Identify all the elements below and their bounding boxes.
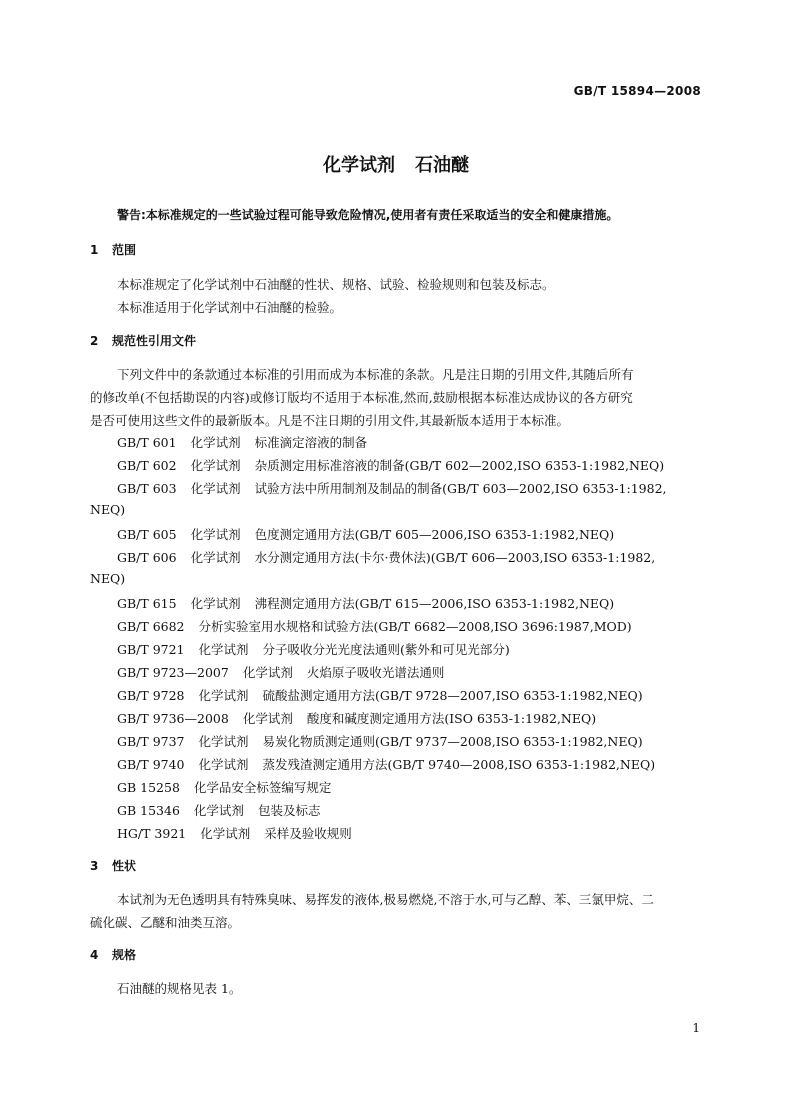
- reference-item: [117, 686, 643, 704]
- reference-category: 化学试剂: [190, 458, 241, 473]
- reference-item: [117, 663, 444, 681]
- reference-item: [117, 525, 614, 543]
- section-title: 范围: [112, 243, 137, 257]
- reference-title: 分子吸收分光光度法通则(紫外和可见光部分): [262, 642, 510, 657]
- reference-code: GB/T 9737: [117, 734, 185, 749]
- reference-code: GB/T 602: [117, 458, 177, 473]
- section-2-heading: [90, 332, 196, 349]
- section-2-intro-line-1: 下列文件中的条款通过本标准的引用而成为本标准的条款。凡是注日期的引用文件,其随后所有: [117, 367, 634, 382]
- reference-code: GB/T 615: [117, 596, 177, 611]
- reference-title: 硫酸盐测定通用方法(GB/T 9728—2007,ISO 6353-1:1982,NEQ): [262, 688, 643, 703]
- section-title: 性状: [112, 859, 137, 873]
- reference-category: 化学试剂: [193, 803, 244, 818]
- reference-code: GB/T 6682: [117, 619, 185, 634]
- reference-item: [117, 617, 632, 635]
- reference-code: GB/T 603: [117, 481, 177, 496]
- reference-category: 化学试剂: [190, 435, 241, 450]
- reference-item: [117, 732, 643, 750]
- reference-item: [117, 433, 367, 451]
- reference-continuation: NEQ): [90, 502, 126, 517]
- section-1-heading: [90, 241, 136, 258]
- reference-code: GB/T 605: [117, 527, 177, 542]
- reference-code: GB/T 9721: [117, 642, 185, 657]
- safety-warning: 警告:本标准规定的一些试验过程可能导致危险情况,使用者有责任采取适当的安全和健康措施。: [117, 208, 619, 222]
- section-1-paragraph-2: 本标准适用于化学试剂中石油醚的检验。: [117, 300, 343, 315]
- reference-title: 酸度和碱度测定通用方法(ISO 6353-1:1982,NEQ): [306, 711, 597, 726]
- reference-category: 化学试剂: [198, 642, 249, 657]
- reference-continuation: NEQ): [90, 571, 126, 586]
- reference-title: 火焰原子吸收光谱法通则: [306, 665, 445, 680]
- reference-category: 化学试剂: [190, 596, 241, 611]
- section-number: 1: [90, 243, 99, 257]
- reference-category: 化学试剂: [190, 481, 241, 496]
- reference-title: 杂质测定用标准溶液的制备(GB/T 602—2002,ISO 6353-1:1982,NEQ): [254, 458, 665, 473]
- reference-item: [117, 548, 655, 566]
- reference-title: 标准滴定溶液的制备: [254, 435, 368, 450]
- reference-item: [117, 778, 331, 796]
- reference-code: GB 15346: [117, 803, 180, 818]
- section-1-paragraph-1: 本标准规定了化学试剂中石油醚的性状、规格、试验、检验规则和包装及标志。: [117, 277, 555, 292]
- reference-item: [117, 709, 596, 727]
- reference-category: 化学品安全标签编写规定: [193, 780, 332, 795]
- reference-category: 分析实验室用水规格和试验方法(GB/T 6682—2008,ISO 3696:1987,MOD): [198, 619, 632, 634]
- reference-category: 化学试剂: [242, 665, 293, 680]
- reference-category: 化学试剂: [200, 826, 251, 841]
- reference-title: 水分测定通用方法(卡尔·费休法)(GB/T 606—2003,ISO 6353-1:1982,: [254, 550, 656, 565]
- reference-category: 化学试剂: [242, 711, 293, 726]
- reference-code: GB/T 9723—2007: [117, 665, 229, 680]
- section-4-heading: [90, 946, 136, 963]
- section-3-line-2: 硫化碳、乙醚和油类互溶。: [90, 915, 241, 930]
- reference-code: GB/T 9736—2008: [117, 711, 229, 726]
- reference-code: GB/T 606: [117, 550, 177, 565]
- reference-item: [117, 801, 320, 819]
- reference-title: 色度测定通用方法(GB/T 605—2006,ISO 6353-1:1982,NEQ): [254, 527, 615, 542]
- section-4-paragraph-1: 石油醚的规格见表 1。: [117, 981, 242, 996]
- reference-item: [117, 755, 655, 773]
- document-code: GB/T 15894—2008: [573, 84, 701, 98]
- reference-category: 化学试剂: [198, 757, 249, 772]
- reference-code: GB/T 9740: [117, 757, 185, 772]
- section-number: 3: [90, 859, 99, 873]
- reference-item: [117, 640, 510, 658]
- reference-code: GB/T 601: [117, 435, 177, 450]
- reference-title: 易炭化物质测定通则(GB/T 9737—2008,ISO 6353-1:1982,NEQ): [262, 734, 643, 749]
- reference-item: [117, 824, 352, 842]
- reference-category: 化学试剂: [190, 527, 241, 542]
- reference-category: 化学试剂: [198, 688, 249, 703]
- title-part-2: 石油醚: [415, 155, 469, 176]
- section-3-heading: [90, 857, 136, 874]
- reference-category: 化学试剂: [190, 550, 241, 565]
- section-3-line-1: 本试剂为无色透明具有特殊臭味、易挥发的液体,极易燃烧,不溶于水,可与乙醇、苯、三氯甲烷、二: [117, 892, 654, 907]
- reference-item: [117, 594, 614, 612]
- title-part-1: 化学试剂: [323, 155, 395, 176]
- reference-title: 蒸发残渣测定通用方法(GB/T 9740—2008,ISO 6353-1:1982,NEQ): [262, 757, 656, 772]
- reference-code: GB 15258: [117, 780, 180, 795]
- reference-item: [117, 456, 664, 474]
- reference-code: GB/T 9728: [117, 688, 185, 703]
- reference-title: 沸程测定通用方法(GB/T 615—2006,ISO 6353-1:1982,NEQ): [254, 596, 615, 611]
- reference-category: 化学试剂: [198, 734, 249, 749]
- reference-code: HG/T 3921: [117, 826, 187, 841]
- section-number: 4: [90, 948, 99, 962]
- section-title: 规格: [112, 948, 137, 962]
- page-number: 1: [692, 1021, 700, 1035]
- reference-item: [117, 479, 667, 497]
- section-title: 规范性引用文件: [112, 334, 197, 348]
- section-number: 2: [90, 334, 99, 348]
- reference-title: 包装及标志: [257, 803, 321, 818]
- reference-title: 采样及验收规则: [264, 826, 352, 841]
- page-title: [0, 151, 792, 177]
- section-2-intro-line-2: 的修改单(不包括勘误的内容)或修订版均不适用于本标准,然而,鼓励根据本标准达成协议的各方研究: [90, 390, 633, 405]
- section-2-intro-line-3: 是否可使用这些文件的最新版本。凡是不注日期的引用文件,其最新版本适用于本标准。: [90, 413, 569, 428]
- reference-title: 试验方法中所用制剂及制品的制备(GB/T 603—2002,ISO 6353-1:1982,: [254, 481, 667, 496]
